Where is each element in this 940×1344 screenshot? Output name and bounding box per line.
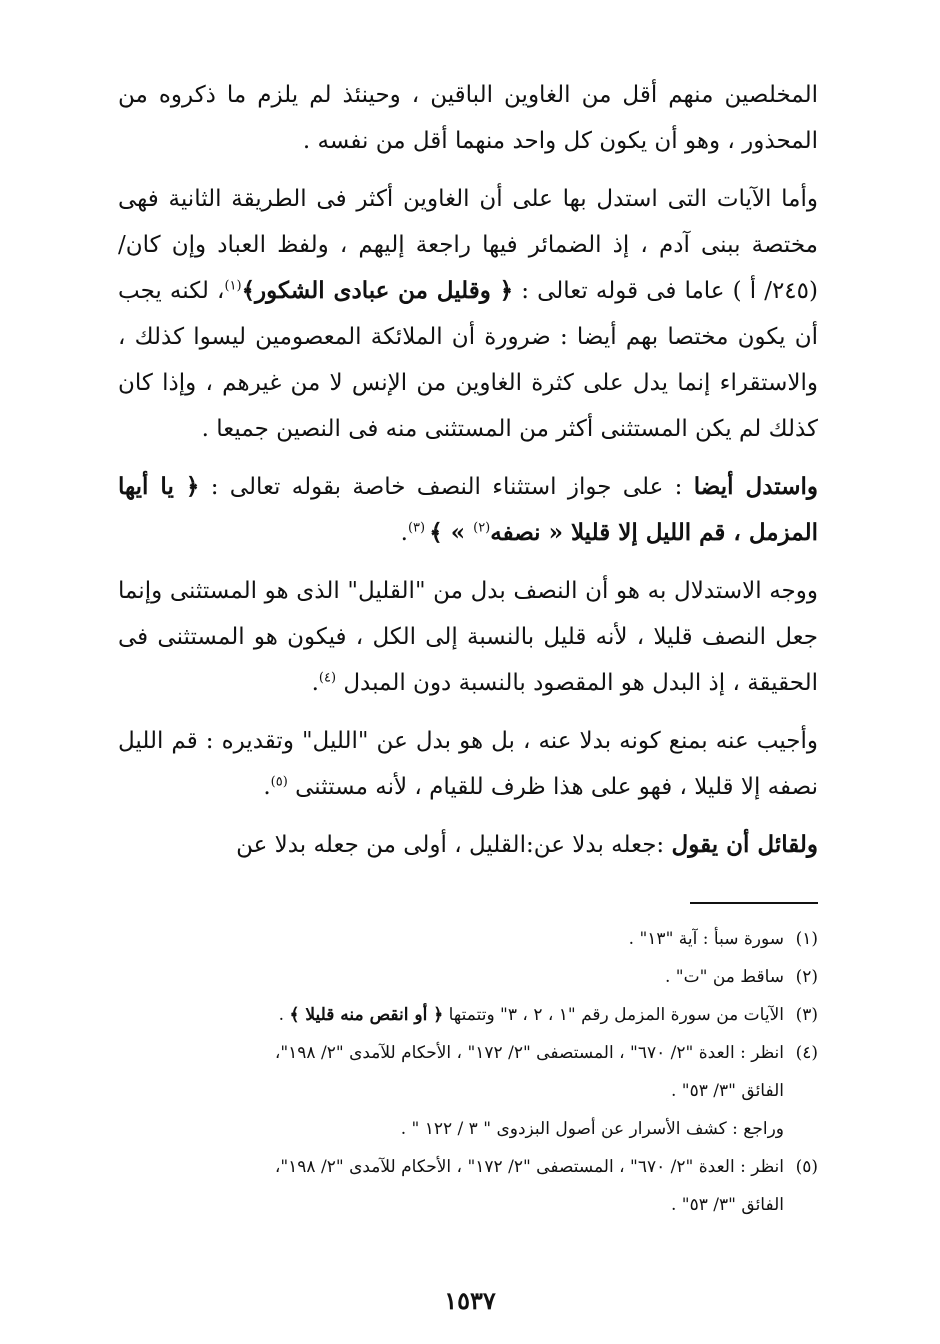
paragraph-text: :جعله بدلا عن:القليل ، أولى من جعله بدلا عن [236,832,672,858]
paragraph [118,718,818,810]
footnote [106,958,818,996]
paragraph-text: . [263,774,271,800]
page-number: ١٥٣٧ [444,1286,496,1315]
paragraph-text: . [400,520,408,546]
footnote [106,996,818,1034]
footnote-continuation: الفائق "٣/ ٥٣" . [670,1195,784,1215]
paragraph-text: وأجيب عنه بمنع كونه بدلا عنه ، بل هو بدل عن "الليل" وتقديره : قم الليل نصفه إلا قليلا ، فهو على هذا ظرف للقيام ، لأنه مستثنى [118,728,818,800]
quran-quote: ﴿ وقليل من عبادى الشكور﴾ [241,277,514,304]
quran-quote: ﴿ يا أيها المزمل ، قم الليل إلا قليلا « نصفه [118,473,818,546]
footnote-number: (٣) [795,1005,818,1025]
quran-quote-end: » ﴾ [429,519,474,546]
paragraph-lead: ولقائل أن يقول [671,831,818,858]
paragraph-text: . [311,670,319,696]
footnote-text: ساقط من "ت" . [665,967,784,987]
paragraph-text: المخلصين منهم أقل من الغاوين الباقين ، وحينئذ لم يلزم ما ذكروه من المحذور ، وهو أن يكون كل واحد منهما أقل من نفسه . [118,82,818,154]
footnote-text-part: . [278,1005,290,1025]
paragraph-text: ، لكنه يجب أن يكون مختصا بهم أيضا : ضرورة أن الملائكة المعصومين ليسوا كذلك ، والاستقراء إنما يدل على كثرة الغاوين من الإنس لا من غيرهم ، وإذا كان كذلك لم يكن المستثنى أكثر من المستثنى منه فى النصين جميعا . [118,278,818,442]
footnote-ref: (٤) [318,670,337,686]
paragraph [118,464,818,556]
footnote [106,920,818,958]
footnote-number: (٥) [795,1157,818,1177]
footnote-divider [690,902,818,904]
footnote-number: (١) [795,929,818,949]
footnote-text: سورة سبأ : آية "١٣" . [628,929,784,949]
footnote [106,1034,818,1072]
footnote-ref: (٢) [473,520,491,536]
footnote-ref: (٣) [407,520,430,536]
main-text [118,72,818,880]
footnote-number: (٤) [795,1043,818,1063]
paragraph-text: : على جواز استثناء النصف خاصة بقوله تعالى : [199,474,694,500]
footnotes [106,920,818,1224]
paragraph [118,176,818,452]
footnote-continuation: الفائق "٣/ ٥٣" . [670,1081,784,1101]
quran-quote: ﴿ أو انقص منه قليلا ﴾ [289,1005,444,1025]
paragraph [118,72,818,164]
footnote [106,1148,818,1186]
footnote-ref: (٥) [270,774,288,790]
footnote-continuation: وراجع : كشف الأسرار عن أصول البزدوى " ٣ / ١٢٢ " . [400,1119,784,1139]
footnote-text-part: الآيات من سورة المزمل رقم "١ ، ٢ ، ٣" وتتمتها [443,1005,784,1025]
paragraph [118,568,818,706]
paragraph-lead: واستدل أيضا [693,473,819,500]
paragraph-text: وأما الآيات التى استدل بها على أن الغاوين أكثر فى الطريقة الثانية فهى مختصة ببنى آدم ، إذ الضمائر فيها راجعة إليهم ، ولفظ العباد وإن كان/ (٢٤٥/ أ ) عاما فى قوله تعالى : [118,186,818,304]
footnote-text [106,996,784,1034]
footnote-text: انظر : العدة "٢/ ٦٧٠" ، المستصفى "٢/ ١٧٢" ، الأحكام للآمدى "٢/ ١٩٨"، [274,1157,784,1177]
footnote-text: انظر : العدة "٢/ ٦٧٠" ، المستصفى "٢/ ١٧٢" ، الأحكام للآمدى "٢/ ١٩٨"، [274,1043,784,1063]
footnote-number: (٢) [795,967,818,987]
paragraph [118,822,818,868]
paragraph-text: ووجه الاستدلال به هو أن النصف بدل من "القليل" الذى هو المستثنى وإنما جعل النصف قليلا ، لأنه قليل بالنسبة إلى الكل ، فيكون هو المستثنى فى الحقيقة ، إذ البدل هو المقصود بالنسبة دون المبدل [118,578,818,696]
footnote-ref: (١) [224,278,242,294]
